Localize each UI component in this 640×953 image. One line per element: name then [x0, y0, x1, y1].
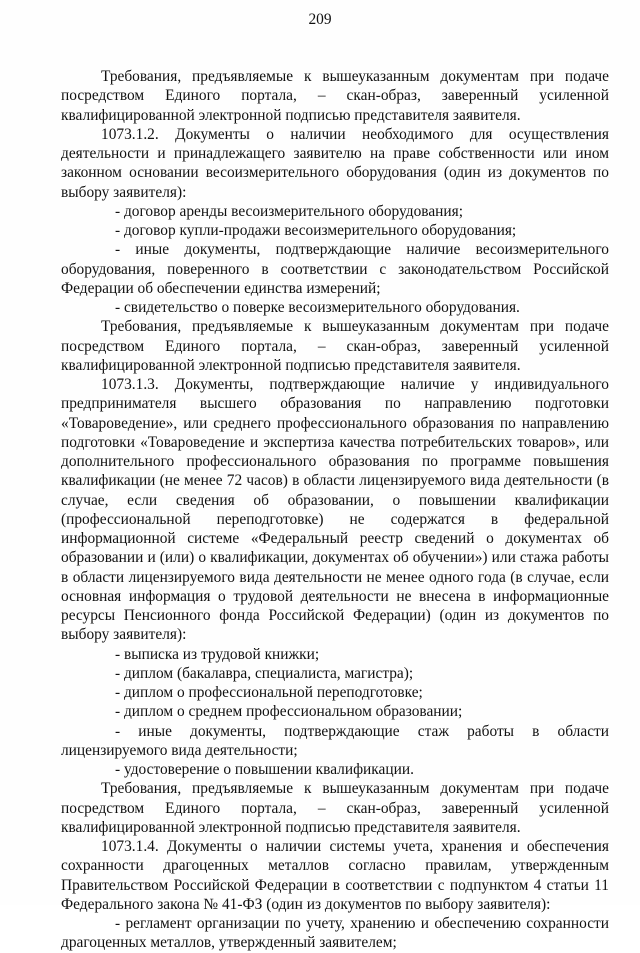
list-item: - диплом (бакалавра, специалиста, магистра);: [115, 664, 414, 682]
paragraph: 1073.1.2. Документы о наличии необходимого для осуществления деятельности и принадлежащего заявителю на праве собственности или ином законном основании весоизмерительного оборудования (один из документов по выбору заявителя):: [61, 125, 609, 201]
list-item: - договор аренды весоизмерительного оборудования;: [115, 202, 464, 220]
paragraph: Требования, предъявляемые к вышеуказанным документам при подаче посредством Единого портала, – скан-образ, заверенный усиленной квалифицированной электронной подписью представителя заявителя.: [61, 318, 609, 374]
list-item: - договор купли-продажи весоизмерительного оборудования;: [115, 222, 517, 239]
paragraph: Требования, предъявляемые к вышеуказанным документам при подаче посредством Единого портала, – скан-образ, заверенный усиленной квалифицированной электронной подписью представителя заявителя.: [61, 780, 609, 836]
paragraph: 1073.1.3. Документы, подтверждающие наличие у индивидуального предпринимателя высшего образования по направлению подготовки «Товароведение», или среднего профессионального образования по направлению подготовки «Товароведение и экспертиза качества потребительских товаров», или дополнительного профессионального образования по программе повышения квалификации (не менее 72 часов) в области лицензируемого вида деятельности (в случае, если сведения об образовании, о повышении квалификации (профессиональной переподготовке) не содержатся в федеральной информационной системе «Федеральный реестр сведений о документах об образовании и (или) о квалификации, документах об обучении») или стажа работы в области лицензируемого вида деятельности не менее одного года (в случае, если основная информация о трудовой деятельности не внесена в информационные ресурсы Пенсионного фонда Российской Федерации) (один из документов по выбору заявителя):: [61, 376, 609, 644]
document-body: [61, 67, 609, 953]
paragraph: 1073.1.4. Документы о наличии системы учета, хранения и обеспечения сохранности драгоценных металлов согласно правилам, утвержденным Правительством Российской Федерации в соответствии с подпунктом 4 статьи 11 Федерального закона № 41-ФЗ (один из документов по выбору заявителя):: [61, 838, 609, 913]
list-item: - удостоверение о повышении квалификации.: [115, 761, 414, 778]
list-item: - диплом о профессиональной переподготовке;: [115, 684, 423, 701]
page-number: 209: [308, 11, 332, 28]
list-item: - иные документы, подтверждающие наличие весоизмерительного оборудования, поверенного в соответствии с законодательством Российской Федерации об обеспечении единства измерений;: [61, 241, 609, 297]
list-item: - свидетельство о поверке весоизмерительного оборудования.: [115, 299, 520, 316]
paragraph: Требования, предъявляемые к вышеуказанным документам при подаче посредством Единого портала, – скан-образ, заверенный усиленной квалифицированной электронной подписью представителя заявителя.: [61, 68, 609, 124]
list-item: - регламент организации по учету, хранению и обеспечению сохранности драгоценных металлов, утвержденный заявителем;: [61, 915, 609, 952]
list-item: - диплом о среднем профессиональном образовании;: [115, 703, 463, 721]
list-item: - иные документы, подтверждающие стаж работы в области лицензируемого вида деятельности;: [61, 722, 609, 759]
list-item: - выписка из трудовой книжки;: [115, 645, 320, 663]
